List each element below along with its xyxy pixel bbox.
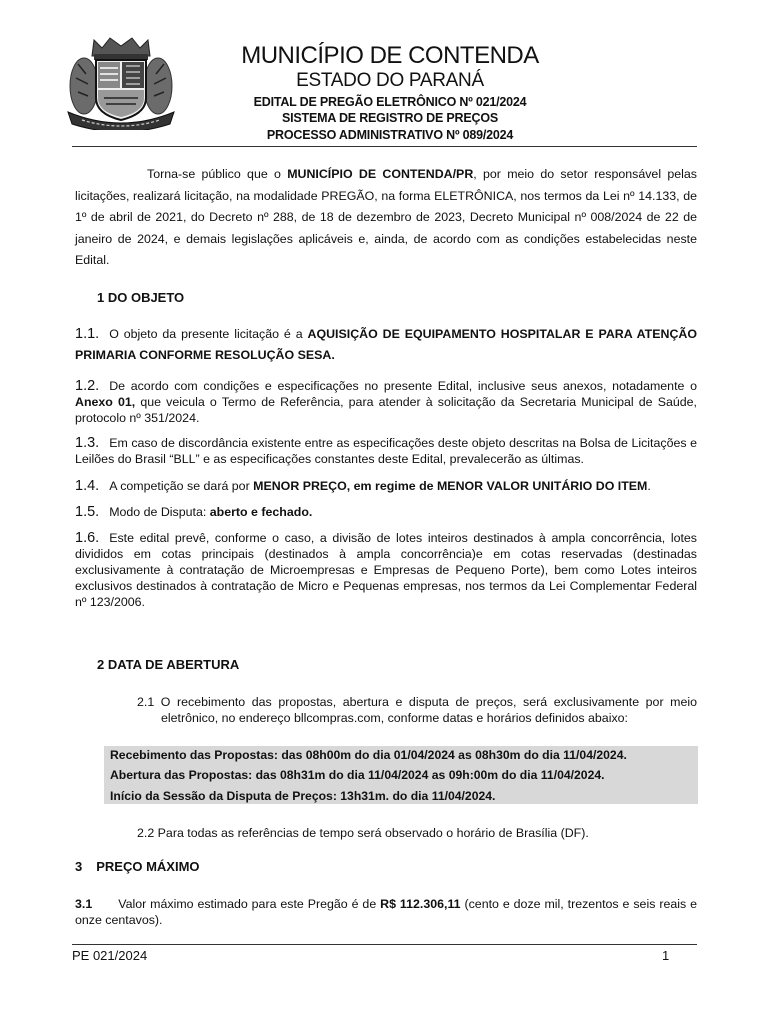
clause-criteria: MENOR PREÇO, em regime de MENOR VALOR UNITÁRIO DO ITEM <box>253 479 648 493</box>
clause-text-end: (cento e doze mil, trezentos e seis reais e onze centavos). <box>75 897 697 927</box>
clause-1-1 <box>75 324 697 366</box>
section-2-heading: 2 DATA DE ABERTURA <box>97 657 240 672</box>
section-3-heading <box>75 859 200 874</box>
page-number: 1 <box>662 948 670 963</box>
municipal-crest-icon <box>64 34 178 130</box>
proposal-receipt-date: Recebimento das Propostas: das 08h00m do dia 01/04/2024 as 08h30m do dia 11/04/2024. <box>110 748 627 762</box>
clause-text: Em caso de discordância existente entre as especificações deste objeto descritas na Bolsa de Licitações e Leilões do Brasil “BLL” e as especificações constantes deste Edital, prevalecerão as últimas. <box>75 436 697 466</box>
dispute-session-date: Início da Sessão da Disputa de Preços: 13h31m. do dia 11/04/2024. <box>110 789 496 803</box>
clause-text: Modo de Disputa: <box>109 505 210 519</box>
clause-2-1: 2.1 O recebimento das propostas, abertura e disputa de preços, será exclusivamente por meio eletrônico, no endereço bllcompras.com, conforme datas e horários definidos abaixo: <box>137 695 697 725</box>
state-subtitle: ESTADO DO PARANÁ <box>296 70 484 91</box>
footer-divider <box>72 944 697 945</box>
clause-object: AQUISIÇÃO DE EQUIPAMENTO HOSPITALAR E PARA ATENÇÃO PRIMARIA CONFORME RESOLUÇÃO SESA. <box>75 327 698 362</box>
clause-annex: Anexo 01, <box>75 395 136 409</box>
proposal-opening-date: Abertura das Propostas: das 08h31m do dia 11/04/2024 as 09h:00m do dia 11/04/2024. <box>110 768 605 782</box>
clause-2-2: 2.2 Para todas as referências de tempo será observado o horário de Brasília (DF). <box>137 826 589 840</box>
clause-text: O objeto da presente licitação é a <box>109 327 308 341</box>
footer-document-code: PE 021/2024 <box>72 948 148 963</box>
clause-1-5 <box>75 504 697 520</box>
clause-number: 3.1 <box>75 897 93 911</box>
clause-text-end: que veicula o Termo de Referência, para atender à solicitação da Secretaria Municipal de Saúde, protocolo nº 351/2024. <box>75 395 697 425</box>
clause-text: A competição se dará por <box>109 479 254 493</box>
clause-text-end: . <box>647 479 651 493</box>
clause-1-2 <box>75 378 697 426</box>
clause-text: De acordo com condições e especificações no presente Edital, inclusive seus anexos, notadamente o <box>109 379 697 393</box>
edital-number: EDITAL DE PREGÃO ELETRÔNICO Nº 021/2024 <box>253 95 527 109</box>
section-1-heading: 1 DO OBJETO <box>97 290 185 305</box>
clause-dispute-mode: aberto e fechado. <box>209 505 313 519</box>
intro-text-end: , por meio do setor responsável pelas licitações, realizará licitação, na modalidade PREGÃO, na forma ELETRÔNICA, nos termos da Lei nº 14.133, de 1º de abril de 2021, do Decreto nº 288, de 18 de dezembro de 2023, Decreto Municipal nº 008/2024 de 22 de janeiro de 2024, e demais legislações aplicáveis e, ainda, de acordo com as condições estabelecidas neste Edital. <box>75 167 697 267</box>
clause-number: 1.2. <box>75 378 100 394</box>
clause-3-1 <box>75 896 697 928</box>
section-3-title: PREÇO MÁXIMO <box>96 859 200 874</box>
clause-number: 1.1. <box>75 326 100 342</box>
municipality-title: MUNICÍPIO DE CONTENDA <box>241 42 539 69</box>
intro-municipality: MUNICÍPIO DE CONTENDA/PR <box>287 167 474 181</box>
clause-1-6 <box>75 530 697 610</box>
clause-1-3 <box>75 435 697 467</box>
header-divider <box>72 146 697 147</box>
clause-text: Este edital prevê, conforme o caso, a divisão de lotes inteiros destinados à ampla concorrência, lotes divididos em cotas principais (destinados à ampla concorrência)e em cotas reservadas (destinadas exclusivamente à contratação de Microempresas e Empresas de Pequeno Porte), bem como Lotes inteiros exclusivos destinados à contratação de Micro e Pequenas empresas, nos termos da Lei Complementar Federal nº 123/2006. <box>75 531 697 609</box>
intro-paragraph <box>75 164 697 272</box>
registry-system: SISTEMA DE REGISTRO DE PREÇOS <box>282 111 498 125</box>
max-price-value: R$ 112.306,11 <box>380 897 461 911</box>
clause-number: 1.3. <box>75 435 100 451</box>
process-number: PROCESSO ADMINISTRATIVO Nº 089/2024 <box>266 128 514 142</box>
clause-number: 1.4. <box>75 478 100 494</box>
clause-text: Valor máximo estimado para este Pregão é de <box>118 897 381 911</box>
clause-number: 1.6. <box>75 530 100 546</box>
clause-1-4 <box>75 478 697 494</box>
intro-text-start: Torna-se público que o <box>147 167 288 181</box>
clause-number: 1.5. <box>75 504 100 520</box>
section-3-number: 3 <box>75 859 83 874</box>
